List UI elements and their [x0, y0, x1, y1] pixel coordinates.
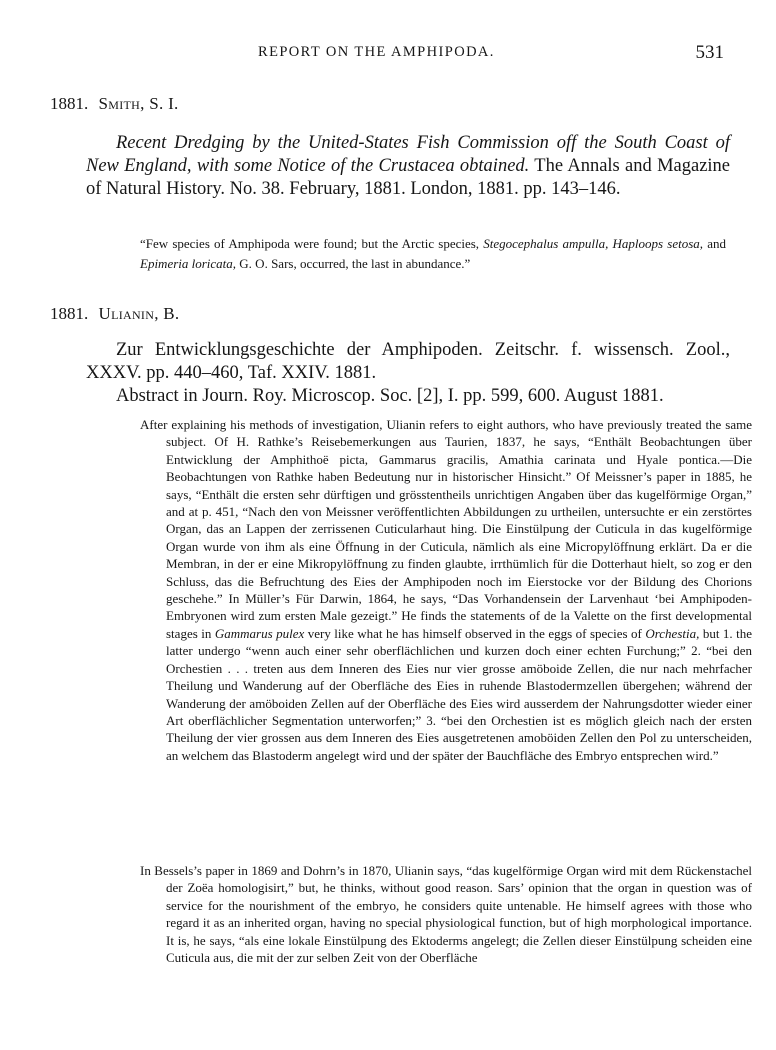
- summary-paragraph-2: In Bessels’s paper in 1869 and Dohrn’s in 1870, Ulianin says, “das kugelförmige Organ wird mit dem Rückenstachel der Zoëa homologisirt,” but, he thinks, without good reason. Sars’ opinion that the organ in question was of service for the nourishment of the embryo, he considers quite untenable. He himself agrees with those who regard it as an inherited organ, having no special physiological function, but of high morphological importance. It is, he says, “als eine lokale Einstülpung des Ektoderms angelegt; die Zellen dieser Einstülpung scheiden eine Cuticula aus, die mit der zur selben Zeit von der Oberfläche: [140, 863, 752, 966]
- quote-species: Epimeria loricata,: [140, 256, 237, 271]
- citation-source: The Annals and Magazine of Natural History. No. 38. February, 1881. London, 1881. pp. 143–146.: [86, 156, 731, 199]
- page-number: 531: [695, 42, 724, 63]
- citation-ulianin: [86, 339, 730, 385]
- running-header: [0, 44, 776, 68]
- quote-text: “Few species of Amphipoda were found; but the Arctic species,: [140, 236, 484, 251]
- abstract-reference: Abstract in Journ. Roy. Microscop. Soc. [2], I. pp. 599, 600. August 1881.: [116, 386, 664, 406]
- citation-title: Recent Dredging by the United-States Fish Commission off the South Coast of New England, with some Notice of the Crustacea obtained.: [86, 133, 730, 176]
- paragraph-text: but 1. the latter undergo “wenn auch einer sehr oberflächlichen und kurzen doch einer echten Furchung;” 2. “bei den Orchestien . . . treten aus dem Inneren des Eies nur vier grosse amöboide Zellen, die nur nach mehrfacher Theilung und Wanderung auf der Oberfläche des Eies in ruhende Blastodermzellen übergehen; während der Wanderung der amöboiden Zellen auf der Oberfläche des Eies wird ausserdem der Nahrungsdotter wieder einer Art oberflächlicher Segmentation unterworfen;” 3. “bei den Orchestien ist es möglich gleich nach der ersten Theilung der vier grossen aus dem Inneren des Eies ausgetretenen amoböiden Zellen den Pol zu unterscheiden, an welchem das Blastoderm angelegt wird und der später der Bauchfläche des Embryo entsprechen wird.”: [166, 625, 753, 763]
- quote-smith: [140, 234, 726, 274]
- species-name: Gammarus pulex: [214, 625, 305, 641]
- quote-species: Stegocephalus ampulla, Haploops setosa,: [483, 236, 704, 251]
- paragraph-text: very like what he has himself observed in the eggs of species of: [304, 625, 646, 641]
- quote-text: G. O. Sars, occurred, the last in abundance.”: [236, 256, 471, 271]
- entry-author: Smith, S. I.: [98, 94, 179, 113]
- paragraph-text: After explaining his methods of investigation, Ulianin refers to eight authors, who have previously treated the same subject. Of H. Rathke’s Reisebemerkungen aus Taurien, 1837, he says, “Enthält Beobachtungen über Entwicklung der Amphithoë picta, Gammarus gracilis, Amathia carinata und Hyale pontica.—Die Beobachtungen von Rathke haben Bedeutung nur in historischer Hinsicht.” Of Meissner’s paper in 1885, he says, “Enthält die ersten sehr dürftigen und grösstentheils unrichtigen Angaben über das kugelförmige Organ,” and at p. 451, “Nach den von Meissner veröffentlichten Abbildungen zu urtheilen, untersuchte er ein zerstörtes Organ, das an Lappen der zerrissenen Cuticularhaut hing. Die Einstülpung der Cuticula in das kugelförmige Organ wurde von ihm als eine Öffnung in der Cuticula, nämlich als eine Micropylöffnung erklärt. Da er die Membran, in der er eine Mikropylöffnung zu finden glaubte, irrthümlich für die Dotterhaut hielt, so zog er den Schluss, das die Befruchtung des Eies der Amphipoden noch im Eierstocke vor der Bildung des Chorions geschehe.” In Müller’s Für Darwin, 1864, he says, “Das Vorhandensein der Larvenhaut ‘bei Amphipoden-Embryonen wird zum ersten Male gezeigt.” He finds the statements of de la Valette on the first developmental stages in: [140, 417, 752, 641]
- quote-text: and: [703, 236, 726, 251]
- genus-name: Orchestia,: [645, 625, 700, 641]
- entry-heading-smith: [50, 94, 179, 114]
- entry-year: 1881.: [50, 304, 89, 323]
- running-title: REPORT ON THE AMPHIPODA.: [258, 44, 495, 60]
- entry-year: 1881.: [50, 94, 89, 113]
- entry-author: Ulianin, B.: [98, 304, 180, 323]
- citation-smith: [86, 132, 730, 201]
- summary-paragraph-1: [140, 416, 752, 764]
- citation-source: Zur Entwicklungsgeschichte der Amphipoden. Zeitschr. f. wissensch. Zool., XXXV. pp. 440–460, Taf. XXIV. 1881.: [86, 340, 730, 383]
- entry-heading-ulianin: [50, 304, 180, 324]
